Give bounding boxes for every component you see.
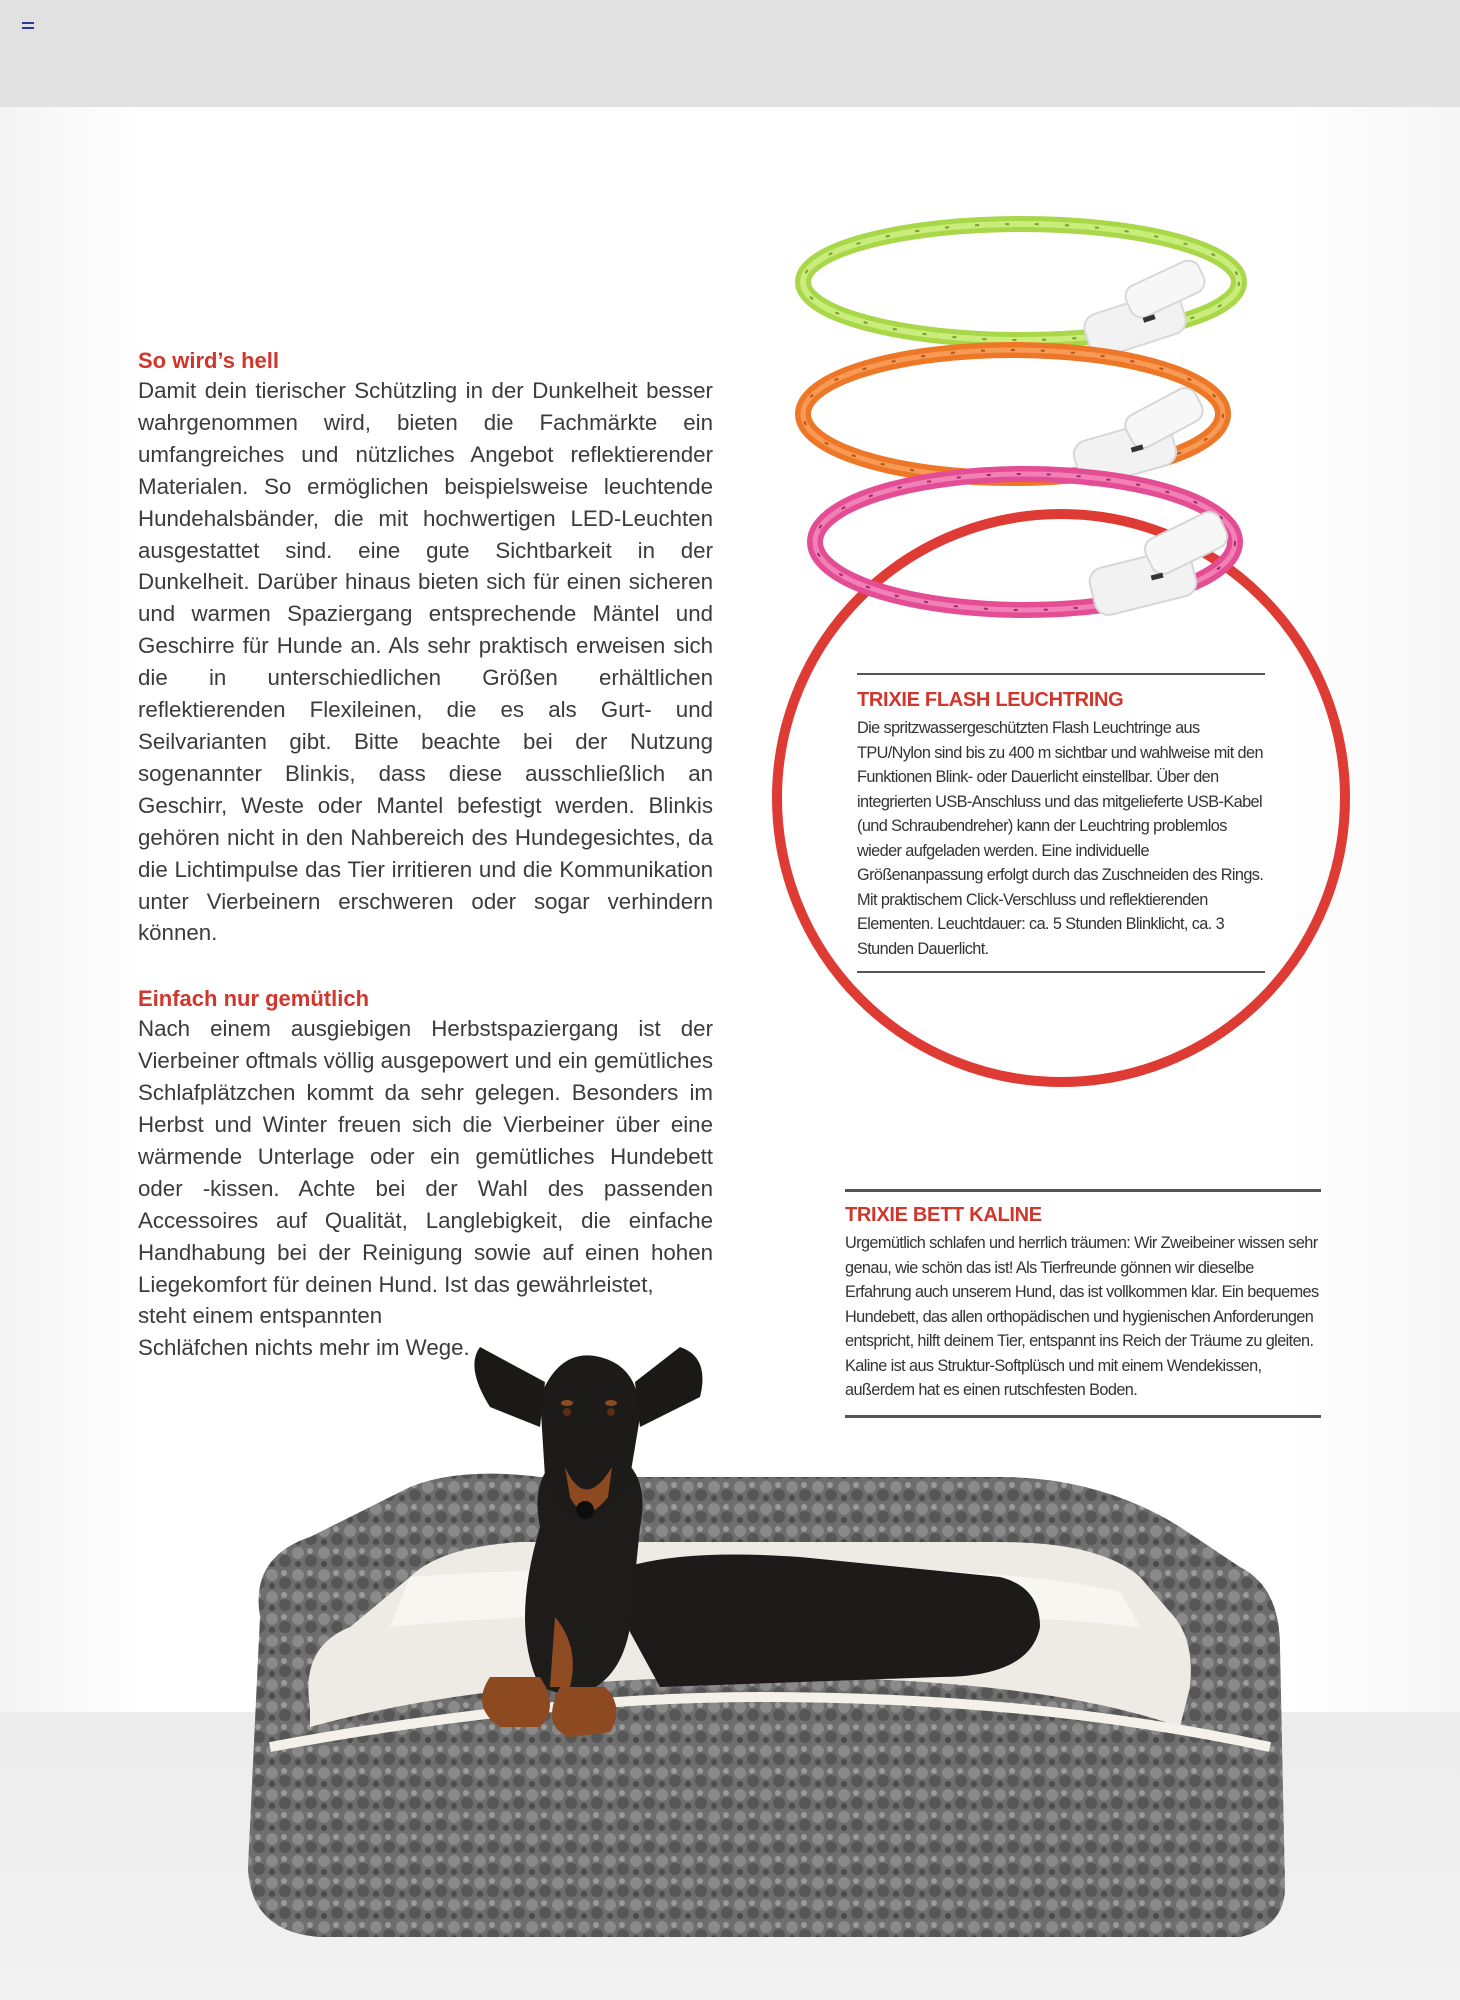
dog-bed-image: [240, 1327, 1300, 1967]
section-body-cozy-end-2: Schläfchen nichts mehr im Wege.: [138, 1335, 470, 1361]
magazine-page: [0, 107, 1460, 2000]
section-body-light: Damit dein tierischer Schützling in der Dunkelheit besser wahrgenommen wird, bieten die Fachmärkte ein umfangreiches und nützliches Angebot reflektierender Materialen. So ermöglichen beispielsweise leuchtende Hundehalsbänder, die mit hochwertigen LED-Leuchten ausgestattet sind. eine gute Sichtbarkeit in der Dunkelheit. Darüber hinaus bieten sich für einen sicheren und warmen Spaziergang entsprechende Mäntel und Geschirre für Hunde an. Als sehr praktisch erweisen sich die in unterschiedlichen Größen erhältlichen reflektierenden Flexileinen, die es als Gurt- und Seilvarianten gibt. Bitte beachte bei der Nutzung sogenannter Blinkis, dass diese ausschließlich an Geschirr, Weste oder Mantel befestigt werden. Blinkis gehören nicht in den Nahbereich des Hundegesichtes, da die Lichtimpulse das Tier irritieren und die Kommunikation unter Vierbeinern erschweren oder sogar verhindern können.: [138, 378, 713, 946]
green-collar: [803, 224, 1239, 360]
product-box-flash-leuchtring: [857, 673, 1265, 973]
section-heading-light: So wird’s hell: [138, 348, 279, 373]
section-heading-cozy: Einfach nur gemütlich: [138, 986, 370, 1012]
article-column: [138, 347, 713, 1364]
product-text-bett: Urgemütlich schlafen und herrlich träumen: Wir Zweibeiner wissen sehr genau, wie schön das ist! Als Tierfreunde gönnen wir dieselbe Erfahrung auch unserem Hund, das ist vollkommen klar. Ein bequemes Hundebett, das allen orthopädischen und hygienischen Anforderungen entspricht, hilft deinem Tier, entspannt ins Reich der Träume zu gleiten. Kaline ist aus Struktur-Softplüsch und mit einem Wendekissen, außerdem hat es einen rutschfesten Boden.: [845, 1234, 1319, 1399]
dog-bed: [248, 1474, 1285, 1937]
section-body-cozy: Nach einem ausgiebigen Herbstspaziergang ist der Vierbeiner oftmals völlig ausgepowert und ein gemütliches Schlafplätzchen kommt da sehr gelegen. Besonders im Herbst und Winter freuen sich die Vierbeiner über eine wärmende Unterlage oder ein gemütliches Hundebett oder -kissen. Achte bei der Wahl des passenden Accessoires auf Qualität, Langlebigkeit, die einfache Handhabung bei der Reinigung sowie auf einen hohen Liegekomfort für deinen Hund. Ist das gewährleistet,: [138, 1016, 713, 1297]
menu-icon[interactable]: [22, 22, 34, 32]
product-title-flash: TRIXIE FLASH LEUCHTRING: [857, 689, 1124, 711]
product-text-flash: Die spritzwassergeschützten Flash Leuchtringe aus TPU/Nylon sind bis zu 400 m sichtbar und wahlweise mit den Funktionen Blink- oder Dauerlicht einstellbar. Über den integrierten USB-Anschluss und das mitgelieferte USB-Kabel (und Schraubendreher) kann der Leuchtring problemlos wieder aufgeladen werden. Eine individuelle Größenanpassung erfolgt durch das Zuschneiden des Rings. Mit praktischem Click-Verschluss und reflektierenden Elementen. Leuchtdauer: ca. 5 Stunden Blinklicht, ca. 3 Stunden Dauerlicht.: [857, 719, 1264, 958]
section-body-cozy-end-1: steht einem entspannten: [138, 1303, 383, 1329]
product-title-bett: TRIXIE BETT KALINE: [845, 1204, 1042, 1226]
led-collars-image: [795, 212, 1285, 682]
viewer-toolbar: [0, 0, 1460, 107]
pink-collar: [815, 474, 1235, 618]
